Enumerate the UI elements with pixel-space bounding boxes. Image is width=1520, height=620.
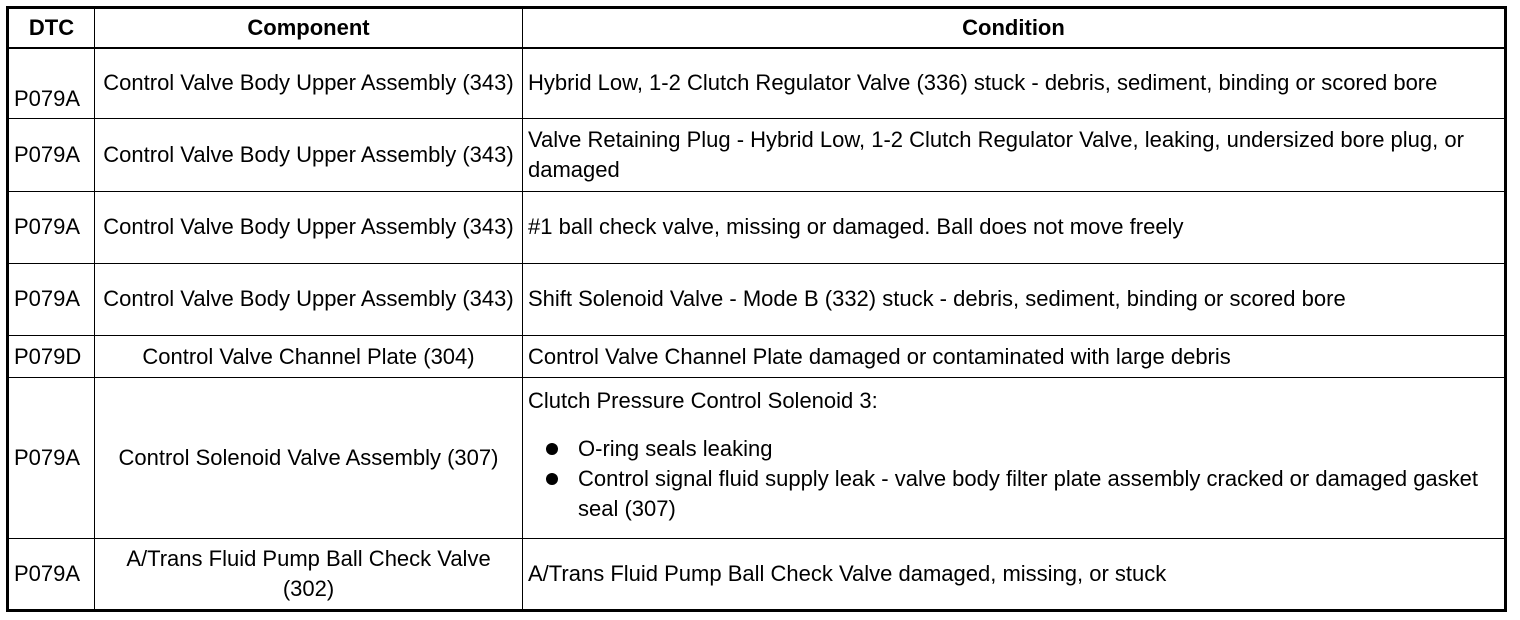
header-dtc: DTC	[8, 8, 95, 48]
condition-cell: Control Valve Channel Plate damaged or contaminated with large debris	[523, 336, 1506, 378]
component-cell: Control Valve Body Upper Assembly (343)	[95, 191, 523, 263]
condition-cell: #1 ball check valve, missing or damaged. Ball does not move freely	[523, 191, 1506, 263]
table-row	[8, 48, 1506, 119]
bullet-icon	[546, 473, 558, 485]
table-row	[8, 191, 1506, 263]
component-cell: Control Valve Body Upper Assembly (343)	[95, 263, 523, 335]
dtc-cell: P079A	[8, 191, 95, 263]
component-cell: Control Valve Channel Plate (304)	[95, 336, 523, 378]
dtc-cell: P079A	[8, 119, 95, 191]
condition-cell	[523, 378, 1506, 539]
table-row	[8, 378, 1506, 539]
condition-cell: Valve Retaining Plug - Hybrid Low, 1-2 Clutch Regulator Valve, leaking, undersized bore plug, or damaged	[523, 119, 1506, 191]
condition-heading: Clutch Pressure Control Solenoid 3:	[528, 388, 878, 414]
condition-cell: A/Trans Fluid Pump Ball Check Valve damaged, missing, or stuck	[523, 538, 1506, 610]
list-item: Control signal fluid supply leak - valve body filter plate assembly cracked or damaged gasket seal (307)	[528, 464, 1499, 524]
dtc-cell: P079A	[8, 263, 95, 335]
header-condition: Condition	[523, 8, 1506, 48]
component-cell: A/Trans Fluid Pump Ball Check Valve (302)	[95, 538, 523, 610]
table-row	[8, 538, 1506, 610]
condition-cell: Hybrid Low, 1-2 Clutch Regulator Valve (336) stuck - debris, sediment, binding or scored bore	[523, 48, 1506, 119]
condition-bullet-list	[528, 434, 1499, 524]
header-component: Component	[95, 8, 523, 48]
diagnostic-table	[6, 6, 1507, 612]
table-row	[8, 336, 1506, 378]
bullet-icon	[546, 443, 558, 455]
dtc-cell: P079D	[8, 336, 95, 378]
component-cell: Control Valve Body Upper Assembly (343)	[95, 48, 523, 119]
component-cell: Control Valve Body Upper Assembly (343)	[95, 119, 523, 191]
dtc-cell: P079A	[8, 48, 95, 119]
dtc-cell: P079A	[8, 378, 95, 539]
header-row	[8, 8, 1506, 48]
component-cell: Control Solenoid Valve Assembly (307)	[95, 378, 523, 539]
table-row	[8, 263, 1506, 335]
table-row	[8, 119, 1506, 191]
dtc-cell: P079A	[8, 538, 95, 610]
list-item: O-ring seals leaking	[528, 434, 1499, 464]
condition-cell: Shift Solenoid Valve - Mode B (332) stuck - debris, sediment, binding or scored bore	[523, 263, 1506, 335]
